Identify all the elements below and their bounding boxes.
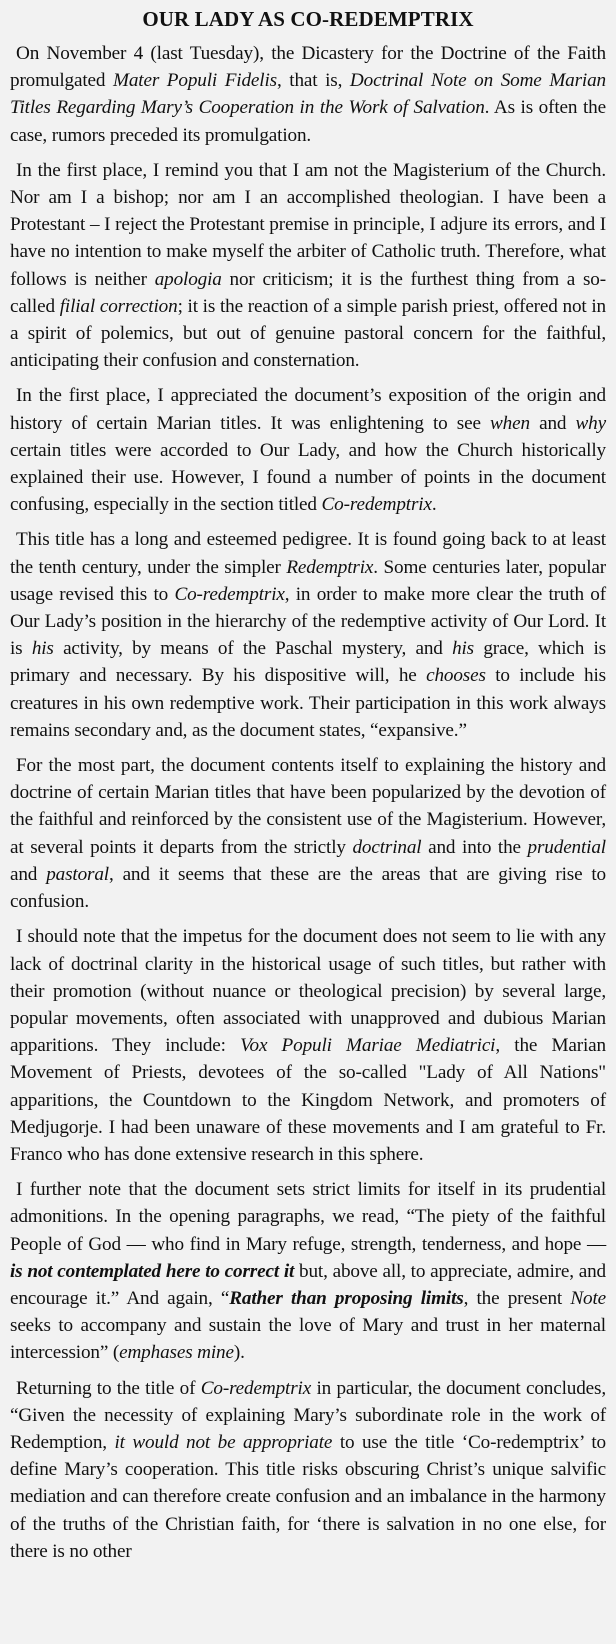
text: , in order to make more clear the truth of Our Lady’s position in the hierarchy of the redemptive activity of Our Lord. It is	[10, 583, 606, 660]
text: In the first place, I appreciated the document’s exposition of the origin and history of certain Marian titles. It was enlightening to see	[10, 385, 606, 434]
paragraph-1	[10, 40, 606, 149]
text: , that is,	[276, 70, 350, 92]
text: I should note that the impetus for the document does not seem to lie with any lack of doctrinal clarity in the historical usage of such titles, but rather with their promotion (without nuance or theological precision) by several large, popular movements, often associated with unapproved and dubious Marian apparitions. They include:	[10, 926, 606, 1057]
italic-text: Note	[570, 1287, 607, 1309]
text: in particular, the document concludes, “Given the necessity of explaining Mary’s subordinate role in the work of Redemption,	[10, 1377, 607, 1453]
text: This title has a long and esteemed pedigree. It is found going back to at least the tenth century, under the simpler	[10, 529, 606, 578]
text: and into the	[421, 836, 528, 858]
paragraph-2	[10, 157, 606, 375]
italic-text: Doctrinal Note on Some Marian Titles Regarding Mary’s Cooperation in the Work of Salvation	[10, 70, 606, 119]
text: . As is often the case, rumors preceded its promulgation.	[10, 97, 606, 146]
bold-italic-text: Rather than proposing limits	[229, 1287, 464, 1309]
paragraph-8	[10, 1375, 606, 1565]
text: In the first place, I remind you that I am not the Magisterium of the Church. Nor am I a bishop; nor am I an accomplished theologian. I have been a Protestant – I reject the Protestant premise in principle, I adjure its errors, and I have no intention to make myself the arbiter of Catholic truth. Therefore, what follows is neither	[10, 159, 606, 290]
paragraph-6	[10, 923, 606, 1168]
italic-text: his	[31, 638, 54, 660]
italic-text: it would not be appropriate	[114, 1431, 333, 1453]
text: to include his creatures in his own redemptive work. Their participation in this work always remains secondary and, as the document states, “expansive.”	[10, 665, 606, 741]
text: certain titles were accorded to Our Lady, and how the Church historically explained their use. However, I found a number of points in the document confusing, especially in the section titled	[10, 439, 606, 516]
italic-text: Mater Populi Fidelis	[113, 70, 277, 92]
italic-text: emphases mine	[119, 1342, 234, 1364]
text: For the most part, the document contents itself to explaining the history and doctrine of certain Marian titles that have been popularized by the devotion of the faithful and reinforced by the consistent use of the Magisterium. However, at several points it departs from the strictly	[10, 755, 606, 858]
text: ).	[233, 1342, 245, 1364]
italic-text: chooses	[426, 665, 486, 687]
text: I further note that the document sets strict limits for itself in its prudential admonitions. In the opening paragraphs, we read, “The piety of the faithful People of God — who find in Mary refuge, strength, tenderness, and hope —	[10, 1179, 606, 1255]
text: but, above all, to appreciate, admire, and encourage it.” And again, “	[10, 1260, 607, 1309]
paragraph-3	[10, 382, 606, 518]
text: , the present	[463, 1287, 571, 1309]
text: grace, which is primary and necessary. By his dispositive will, he	[10, 638, 606, 687]
article	[0, 4, 616, 1565]
italic-text: his	[452, 638, 475, 660]
italic-text: when	[490, 412, 530, 434]
bold-italic-text: is not contemplated here to correct it	[10, 1260, 295, 1282]
paragraph-4	[10, 526, 606, 744]
italic-text: Co-redemptrix	[174, 583, 285, 605]
italic-text: Redemptrix	[286, 556, 374, 578]
text: Returning to the title of	[16, 1377, 201, 1399]
italic-text: prudential	[527, 836, 606, 858]
text: , the Marian Movement of Priests, devotees of the so-called "Lady of All Nations" apparitions, the Countdown to the Kingdom Network, and promoters of Medjugorje. I had been unaware of these movements and I am grateful to Fr. Franco who has done extensive research in this sphere.	[10, 1035, 606, 1165]
paragraph-5	[10, 752, 606, 915]
text: On November 4 (last Tuesday), the Dicastery for the Doctrine of the Faith promulgated	[10, 43, 606, 92]
italic-text: Co-redemptrix	[200, 1377, 312, 1399]
italic-text: why	[575, 412, 606, 434]
italic-text: pastoral	[46, 863, 109, 885]
text: . Some centuries later, popular usage revised this to	[10, 556, 606, 605]
text: and	[529, 412, 576, 434]
text: seeks to accompany and sustain the love of Mary and trust in her maternal intercession” (	[10, 1315, 606, 1364]
article-title: OUR LADY AS CO-REDEMPTRIX	[142, 7, 474, 31]
italic-text: apologia	[154, 268, 222, 290]
italic-text: Co-redemptrix	[321, 494, 432, 516]
text: .	[431, 494, 437, 516]
italic-text: filial correction	[59, 295, 178, 317]
text: and	[10, 863, 47, 885]
paragraph-7	[10, 1176, 606, 1366]
italic-text: Vox Populi Mariae Mediatrici	[240, 1035, 496, 1057]
italic-text: doctrinal	[352, 836, 422, 858]
text: activity, by means of the Paschal mystery, and	[53, 638, 453, 660]
text: nor criticism; it is the furthest thing from a so-called	[10, 268, 606, 317]
text: , and it seems that these are the areas that are giving rise to confusion.	[10, 863, 607, 913]
text: ; it is the reaction of a simple parish priest, offered not in a spirit of polemics, but out of genuine pastoral concern for the faithful, anticipating their confusion and consternation.	[10, 295, 606, 372]
text: to use the title ‘Co-redemptrix’ to define Mary’s cooperation. This title risks obscuring Christ’s unique salvific mediation and can therefore create confusion and an imbalance in the harmony of the truths of the Christian faith, for ‘there is salvation in no one else, for there is no other	[10, 1431, 606, 1562]
